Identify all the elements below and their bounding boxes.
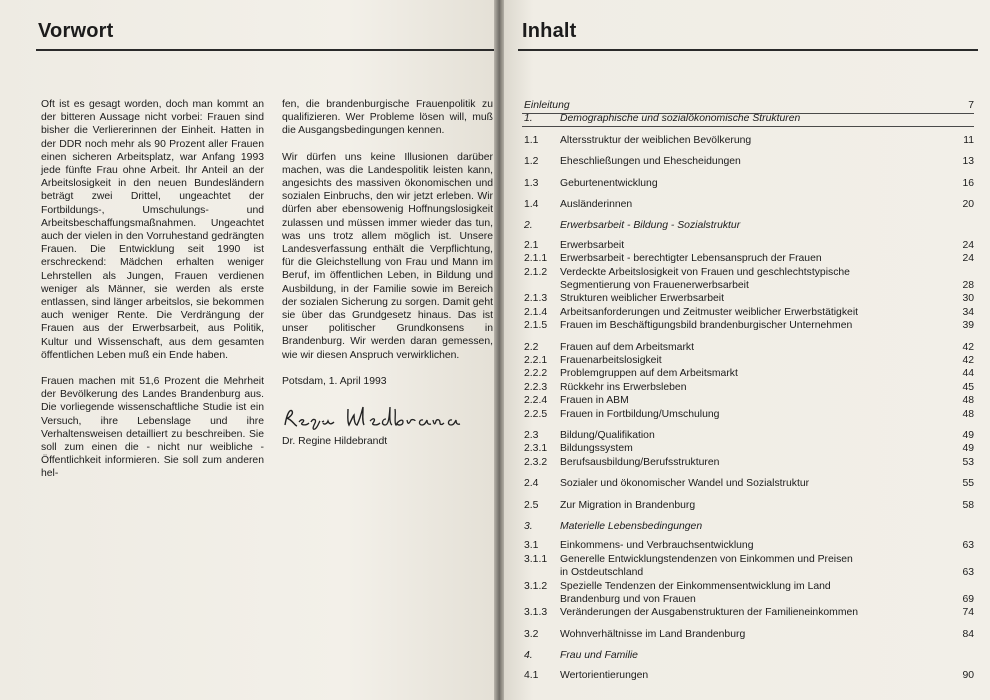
toc-entry: [522, 650, 974, 663]
toc-entry: [522, 178, 974, 191]
toc-page-number: 34: [962, 306, 974, 318]
toc-section-number: 2.5: [524, 499, 539, 511]
preface-column-2: [282, 98, 493, 448]
toc-section-title: Bildungssystem: [560, 443, 633, 455]
toc-section-title: Arbeitsanforderungen und Zeitmuster weiblicher Erwerbstätigkeit: [560, 306, 859, 318]
toc-page-number: 53: [962, 456, 974, 468]
toc-page-number: 58: [962, 499, 974, 511]
toc-section-title: Strukturen weiblicher Erwerbsarbeit: [560, 293, 725, 305]
toc-entry: [522, 500, 974, 513]
toc-section-title: Spezielle Tendenzen der Einkommensentwicklung im Land: [560, 580, 831, 592]
toc-section-number: 1.1: [524, 134, 539, 146]
handwritten-signature: [282, 401, 487, 431]
toc-page-number: 7: [968, 100, 974, 111]
toc-entry: [522, 395, 974, 408]
toc-entry: [522, 113, 974, 126]
toc-section-title: Frauen in Fortbildung/Umschulung: [560, 408, 720, 420]
toc-section-title: Erwerbsarbeit: [560, 239, 625, 251]
toc-divider-line: [522, 126, 974, 127]
toc-section-number: 3.1: [524, 540, 539, 552]
preface-heading: Vorwort: [38, 20, 114, 42]
toc-section-number: 2.2.4: [524, 395, 548, 407]
toc-page-number: 13: [962, 156, 974, 168]
toc-entry: [522, 581, 974, 594]
toc-page-number: 63: [962, 540, 974, 552]
toc-section-number: 3.1.2: [524, 580, 548, 592]
toc-section-number: 3.: [524, 521, 533, 532]
toc-section-title: Erwerbsarbeit - Bildung - Sozialstruktur: [560, 220, 741, 232]
toc-entry: [522, 156, 974, 169]
toc-section-title: Zur Migration in Brandenburg: [560, 499, 696, 511]
toc-page-number: 42: [962, 355, 974, 366]
toc-section-number: 2.1.5: [524, 320, 548, 332]
right-page-contents: [504, 0, 990, 700]
toc-page-number: 48: [962, 408, 974, 420]
toc-page-number: 55: [962, 478, 974, 490]
toc-section-title: Erwerbsarbeit - berechtigter Lebensanspruch der Frauen: [560, 253, 822, 265]
toc-section-number: 4.1: [524, 669, 539, 681]
toc-page-number: 49: [962, 443, 974, 455]
toc-page-number: 69: [962, 594, 974, 605]
toc-entry: [522, 521, 974, 534]
toc-entry: [522, 267, 974, 280]
toc-page-number: 30: [962, 293, 974, 305]
toc-section-title: Frauen in ABM: [560, 395, 629, 407]
toc-section-number: 2.3.1: [524, 443, 548, 455]
toc-section-number: 1.2: [524, 156, 539, 168]
preface-paragraph: Wir dürfen uns keine Illusionen darüber machen, was die Landespolitik leisten kann, angesichts des massiven ökonomischen und sozialen Einbruchs, den wir jetzt erleben. Wir dürfen aber ebensowenig Hoffnungslosigkeit zulassen und müssen immer wieder das tun, was uns trotz allem möglich ist. Unsere Landesverfassung enthält die Verpflichtung, für die Gleichstellung von Frau und Mann im Beruf, im öffentlichen Leben, in Bildung und Ausbildung, in der Familie sowie im Bereich der sozialen Sicherung zu sorgen. Damit geht sie über das Grundgesetz hinaus. Das ist unser politischer Grundkonsens in Brandenburg. Wir werden daran gemessen, wie wir diesen Anspruch verwirklichen.: [282, 151, 493, 361]
toc-section-title: Problemgruppen auf dem Arbeitsmarkt: [560, 368, 738, 380]
toc-section-title: Verdeckte Arbeitslosigkeit von Frauen und geschlechtstypische: [560, 266, 850, 278]
toc-entry: [522, 342, 974, 355]
toc-entry: [522, 253, 974, 266]
toc-section-title: Materielle Lebensbedingungen: [560, 521, 703, 532]
toc-section-title: Berufsausbildung/Berufsstrukturen: [560, 456, 720, 468]
toc-section-number: 3.1.1: [524, 553, 548, 565]
signer-name: Dr. Regine Hildebrandt: [282, 436, 388, 448]
toc-page-number: 90: [962, 669, 974, 681]
toc-section-title: Wertorientierungen: [560, 669, 649, 681]
toc-page-number: 45: [962, 381, 974, 393]
toc-section-title: Frauenarbeitslosigkeit: [560, 355, 662, 366]
toc-section-number: 2.1.3: [524, 293, 548, 305]
toc-section-number: 1.: [524, 113, 533, 125]
toc-section-number: 2.3: [524, 430, 539, 441]
toc-page-number: 16: [962, 177, 974, 189]
toc-entry: [522, 220, 974, 233]
toc-section-number: 2.2.1: [524, 355, 548, 366]
toc-section-number: 2.3.2: [524, 456, 548, 468]
toc-section-title: Frauen im Beschäftigungsbild brandenburgischer Unternehmen: [560, 320, 853, 332]
toc-section-number: 3.2: [524, 628, 539, 640]
toc-entry: [522, 443, 974, 456]
toc-section-title: Bildung/Qualifikation: [560, 430, 655, 441]
preface-paragraph: fen, die brandenburgische Frauenpolitik zu qualifizieren. Wer Probleme lösen will, muß die Ausgangsbedingungen kennen.: [282, 99, 493, 137]
toc-entry: [522, 240, 974, 253]
toc-section-title: Frau und Familie: [560, 650, 638, 662]
toc-entry: [522, 540, 974, 553]
toc-entry: [522, 554, 974, 567]
toc-section-number: 2.1.4: [524, 306, 548, 318]
toc-entry: [522, 355, 974, 368]
toc-page-number: 24: [962, 239, 974, 251]
toc-section-title: Eheschließungen und Ehescheidungen: [560, 156, 741, 168]
toc-section-number: 1.4: [524, 199, 539, 210]
toc-page-number: 39: [962, 320, 974, 332]
toc-entry: [522, 368, 974, 381]
toc-section-number: 2.2.5: [524, 408, 548, 420]
toc-section-number: 2.4: [524, 478, 539, 490]
toc-page-number: 74: [962, 607, 974, 619]
toc-entry: [522, 567, 974, 580]
toc-section-title: Einkommens- und Verbrauchsentwicklung: [560, 540, 754, 552]
heading-rule: [518, 49, 978, 51]
toc-section-title: Demographische und sozialökonomische Strukturen: [560, 113, 801, 125]
toc-section-number: 2.1.2: [524, 266, 548, 278]
preface-column-1: [41, 98, 264, 494]
toc-entry: [522, 670, 974, 683]
toc-entry: [522, 594, 974, 607]
toc-section-number: 2.: [524, 220, 533, 232]
toc-page-number: 28: [962, 280, 974, 291]
toc-section-number: 2.2.2: [524, 368, 548, 380]
toc-section-number: 2.1: [524, 239, 539, 251]
heading-rule: [36, 49, 496, 51]
place-date: Potsdam, 1. April 1993: [282, 375, 387, 387]
toc-section-title: Segmentierung von Frauenerwerbsarbeit: [560, 280, 749, 291]
toc-entry: [522, 478, 974, 491]
toc-page-number: 48: [962, 395, 974, 407]
toc-entry: [522, 135, 974, 148]
toc-section-number: 3.1.3: [524, 607, 548, 619]
toc-section-number: 1.3: [524, 177, 539, 189]
toc-section-title: Generelle Entwicklungstendenzen von Einkommen und Preisen: [560, 553, 853, 565]
toc-section-title: Geburtenentwicklung: [560, 177, 658, 189]
toc-section-title: Altersstruktur der weiblichen Bevölkerung: [560, 134, 752, 146]
toc-page-number: 63: [962, 567, 974, 579]
toc-page-number: 20: [962, 199, 974, 210]
toc-section-title: Frauen auf dem Arbeitsmarkt: [560, 341, 694, 353]
toc-page-number: 44: [962, 368, 974, 380]
toc-page-number: 11: [963, 134, 974, 146]
toc-entry: [522, 409, 974, 422]
toc-page-number: 42: [962, 341, 974, 353]
toc-entry: [522, 629, 974, 642]
toc-page-number: 84: [962, 628, 974, 640]
toc-section-number: 2.2: [524, 341, 539, 353]
toc-entry: [522, 320, 974, 333]
toc-section-number: 2.2.3: [524, 381, 548, 393]
toc-section-title: Sozialer und ökonomischer Wandel und Sozialstruktur: [560, 478, 810, 490]
toc-entry: [522, 607, 974, 620]
toc-section-title: Wohnverhältnisse im Land Brandenburg: [560, 628, 746, 640]
toc-page-number: 24: [962, 253, 974, 265]
toc-entry: [522, 307, 974, 320]
toc-section-title: in Ostdeutschland: [560, 567, 644, 579]
toc-section-number: 4.: [524, 650, 533, 662]
contents-heading: Inhalt: [522, 20, 577, 42]
toc-entry: [522, 430, 974, 443]
toc-entry: [522, 382, 974, 395]
preface-paragraph: Frauen machen mit 51,6 Prozent die Mehrheit der Bevölkerung des Landes Brandenburg aus. Die vorliegende wissenschaftliche Studie ist ein Versuch, ihre Lebenslage und ihre Verhaltensweisen detailliert zu beschreiben. Sie soll zum einen die - nicht nur weibliche - Öffentlichkeit informieren. Sie soll zum anderen hel-: [41, 376, 264, 480]
toc-entry: [522, 199, 974, 212]
toc-section-title: Veränderungen der Ausgabenstrukturen der Familieneinkommen: [560, 607, 859, 619]
toc-entry: [522, 293, 974, 306]
preface-paragraph: Oft ist es gesagt worden, doch man kommt an der bitteren Aussage nicht vorbei: Frauen sind bisher die Verliererinnen der Einheit. Hatten in der DDR noch mehr als 90 Prozent aller Frauen einen sicheren Arbeitsplatz, war Anfang 1993 jede fünfte Frau ohne Arbeit. Ihr Anteil an der Arbeitslosigkeit in den neuen Bundesländern beträgt zwei Drittel, ungeachtet der Fortbildungs-, Umschulungs- und Arbeitsbeschaffungsmaßnahmen. Ungeachtet auch der vielen in den Vorruhestand gedrängten Frauen. Die Entwicklung seit 1990 ist erschreckend: Mädchen erhalten weniger Lehrstellen als Jungen, Frauen verdienen weniger als Männer, sie werden als erste entlassen, sind länger arbeitslos, sie bekommen auch weniger Rente. Die Verdrängung der Frauen aus der Erwerbsarbeit, aus Politik, Kultur und Wissenschaft, aus dem gesamten öffentlichen Leben muß ein Ende haben.: [41, 99, 264, 361]
toc-entry: [522, 457, 974, 470]
toc-entry: [522, 280, 974, 293]
toc-section-number: 2.1.1: [524, 253, 548, 265]
toc-page-number: 49: [962, 430, 974, 441]
toc-entry: [522, 100, 974, 113]
toc-section-title: Einleitung: [524, 100, 570, 111]
toc-section-title: Brandenburg und von Frauen: [560, 594, 696, 605]
toc-section-title: Ausländerinnen: [560, 199, 633, 210]
toc-section-title: Rückkehr ins Erwerbsleben: [560, 381, 687, 393]
